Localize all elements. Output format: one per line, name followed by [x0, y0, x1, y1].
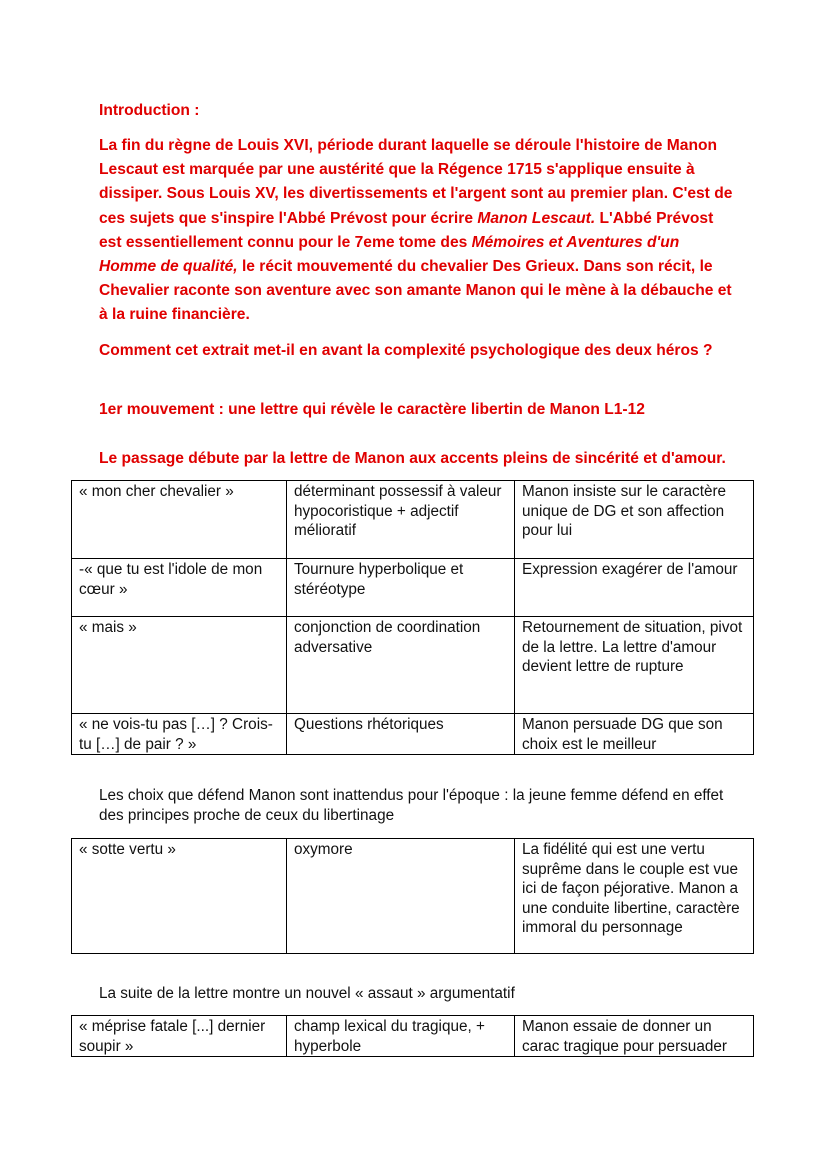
- passage-intro: Le passage débute par la lettre de Manon aux accents pleins de sincérité et d'amour.: [99, 450, 726, 467]
- intro-text-3: le récit mouvementé du chevalier Des Grieux. Dans son récit, le Chevalier raconte son aventure avec son amante Manon qui le mène à la débauche et à la ruine financière.: [99, 258, 732, 324]
- device-cell: champ lexical du tragique, + hyperbole: [287, 1016, 515, 1057]
- quote-cell: « mon cher chevalier »: [72, 481, 287, 559]
- intro-text-2: L'Abbé Prévost est essentiellement connu pour le 7eme tome des: [99, 209, 714, 251]
- analysis-table-3: [71, 1015, 754, 1057]
- interpretation-cell: Manon insiste sur le caractère unique de DG et son affection pour lui: [515, 481, 754, 559]
- interpretation-cell: Manon essaie de donner un carac tragique pour persuader: [515, 1016, 754, 1057]
- quote-cell: « méprise fatale [...] dernier soupir »: [72, 1016, 287, 1057]
- interpretation-cell: Manon persuade DG que son choix est le meilleur: [515, 714, 754, 755]
- choices-paragraph: Les choix que défend Manon sont inattendus pour l'époque : la jeune femme défend en effet des principes proche de ceux du libertinage: [99, 787, 724, 824]
- problem-question: Comment cet extrait met-il en avant la complexité psychologique des deux héros ?: [99, 342, 713, 359]
- intro-heading: Introduction :: [99, 102, 200, 119]
- table-row: [72, 559, 754, 617]
- movement-heading: 1er mouvement : une lettre qui révèle le caractère libertin de Manon L1-12: [99, 401, 645, 418]
- table-row: [72, 714, 754, 755]
- analysis-table-1: [71, 480, 754, 755]
- work-title-memoires: Mémoires et Aventures d'un Homme de qualité,: [99, 233, 680, 276]
- interpretation-cell: Retournement de situation, pivot de la lettre. La lettre d'amour devient lettre de rupture: [515, 617, 754, 714]
- assault-paragraph: La suite de la lettre montre un nouvel « assaut » argumentatif: [99, 985, 515, 1002]
- table-row: [72, 1016, 754, 1057]
- quote-cell: « sotte vertu »: [72, 839, 287, 954]
- intro-paragraph: [99, 134, 739, 328]
- quote-cell: « mais »: [72, 617, 287, 714]
- device-cell: Tournure hyperbolique et stéréotype: [287, 559, 515, 617]
- interpretation-cell: Expression exagérer de l'amour: [515, 559, 754, 617]
- table-row: [72, 839, 754, 954]
- device-cell: conjonction de coordination adversative: [287, 617, 515, 714]
- interpretation-cell: La fidélité qui est une vertu suprême dans le couple est vue ici de façon péjorative. Manon a une conduite libertine, caractère immoral du personnage: [515, 839, 754, 954]
- quote-cell: « ne vois-tu pas […] ? Crois-tu […] de pair ? »: [72, 714, 287, 755]
- device-cell: déterminant possessif à valeur hypocoristique + adjectif mélioratif: [287, 481, 515, 559]
- work-title-manon: Manon Lescaut.: [477, 209, 596, 227]
- device-cell: Questions rhétoriques: [287, 714, 515, 755]
- table-row: [72, 617, 754, 714]
- table-row: [72, 481, 754, 559]
- device-cell: oxymore: [287, 839, 515, 954]
- intro-text-1: La fin du règne de Louis XVI, période durant laquelle se déroule l'histoire de Manon Lescaut est marquée par une austérité que la Régence 1715 s'applique ensuite à dissiper. Sous Louis XV, les divertissements et l'argent sont au premier plan. C'est de ces sujets que s'inspire l'Abbé Prévost pour écrire: [99, 137, 733, 227]
- analysis-table-2: [71, 838, 754, 954]
- quote-cell: -« que tu est l'idole de mon cœur »: [72, 559, 287, 617]
